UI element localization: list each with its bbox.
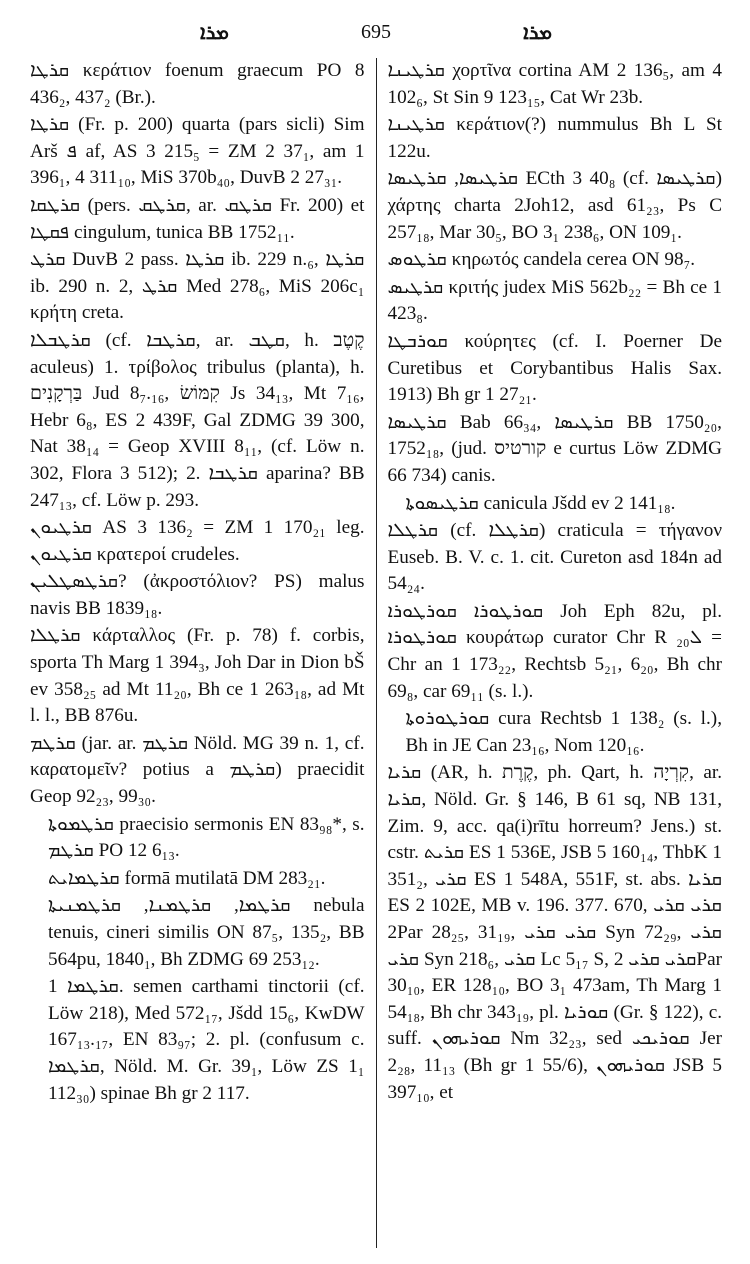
dictionary-entry: ܩܪܛܝܣܐ, ܩܪܛܝܣܐ ECth 3 40₈ (cf. ܩܪܛܝܣܐ) χάρτης charta 2Joh12, asd 61₂₃, Ps C 257₁₈, Mar 30₅, BO 3₁ 238₆, ON 109₁. xyxy=(387,168,722,243)
dictionary-entry: ܩܪܛܒܠܐ (cf. ܩܪܛܒܐ, ar. ܩܛܒ, h. קֶטֶב aculeus) 1. τρίβολος tribulus (planta), h. בַּרְקָנִים Jud 8₇.₁₆, קִמּוֹשׂ Js 34₁₃, Mt 7₁₆, Hebr 6₈, ES 2 439F, Gal ZDMG 39 300, Nat 38₁₄ = Geop XVIII 8₁₁, (cf. Löw n. 302, Flora 3 512); 2. ܩܪܛܒܐ aparina? BB 247₁₃, cf. Löw p. 293. xyxy=(30,329,365,511)
dictionary-entry: ܩܪܛܡܐ, ܩܪܛܡܢܐ, ܩܪܛܡܢܝܬܐ nebula tenuis, cineri similis ON 87₅, 135₂, BB 564pu, 1840₁, Bh ZDMG 69 253₁₂. xyxy=(48,895,365,970)
running-head xyxy=(30,18,722,48)
left-column xyxy=(30,58,376,1248)
dictionary-entry: ܩܪܛܘܣ κηρωτός candela cerea ON 98₇. xyxy=(387,249,696,271)
dictionary-entry: ܩܘܪܛܘܪܐ ܩܘܪܛܘܪܐ Joh Eph 82u, pl. ܩܘܪܛܘܪܐ κουράτωρ curator Chr R ܠ₂₀ = Chr an 1 173₂₂, Rechtsb 5₂₁, 6₂₀, Bh chr 69₈, car 69₁₁ (s. l.). xyxy=(387,600,723,702)
dictionary-entry: ܩܪܛܝܣܘܬܐ canicula Jšdd ev 2 141₁₈. xyxy=(405,492,676,514)
dictionary-entry: ܩܪܛ DuvB 2 pass. ܩܪܛܐ ib. 229 n.₆, ܩܪܛܐ ib. 290 n. 2, ܩܪܛ Med 278₆, MiS 206c₁ κρήτη creta. xyxy=(30,249,365,324)
dictionary-entry: ܩܪܛܐ κεράτιον foenum graecum PO 8 436₂, 437₂ (Br.). xyxy=(30,60,365,108)
dictionary-entry: ܩܪܛܡ (jar. ar. ܩܪܛܡ Nöld. MG 39 n. 1, cf. καρατομεῖν? potius a ܩܪܛܡ) praecidit Geop 92₂₃, 99₃₀. xyxy=(30,732,365,808)
running-head-right-word: ܡܪܐ xyxy=(523,22,552,44)
dictionary-entry: ܩܪܛܝܢܐ χορτῖνα cortina AM 2 136₅, am 4 102₆, St Sin 9 123₁₅, Cat Wr 23b. xyxy=(387,60,722,108)
right-column xyxy=(376,58,723,1248)
dictionary-entry: ܩܪܛܡܐܝܬ formā mutilatā DM 283₂₁. xyxy=(48,867,326,889)
dictionary-entry: ܩܪܛܠܐ (cf. ܩܪܛܠܐ) craticula = τήγανον Euseb. B. V. c. 1. cit. Cureton asd 184n ad 54₂₄. xyxy=(387,520,722,595)
dictionary-entry: ܩܘܪܛܘܪܘܬܐ cura Rechtsb 1 138₂ (s. l.), Bh in JE Can 23₁₆, Nom 120₁₆. xyxy=(405,708,722,756)
dictionary-entry: ܩܪܛܝܣܐ Bab 66₃₄, ܩܪܛܝܣܐ BB 1750₂₀, 1752₁₈, (jud. קורטיס e curtus Löw ZDMG 66 734) canis. xyxy=(387,411,723,486)
dictionary-entry: ܩܪܝܐ (AR, h. קֶרֶת, ph. Qart, h. קִרְיָה, ar. ܩܪܝܐ, Nöld. Gr. § 146, B 61 sq, NB 131, Zim. 9, acc. qa(i)rītu horreum? Jens.) st. cstr. ܩܪܝܬ ES 1 536E, JSB 5 160₁₄, ThbK 1 351₂, ܩܪܝ ES 1 548A, 551F, st. abs. ܩܪܝܐ ES 2 102E, MB v. 196. 377. 670, ܩܪܝ ܩܪܝ 2Par 28₂₅, 31₁₉, ܩܪܝ ܩܪܝ Syn 72₂₉, ܩܪܝ ܩܪܝ Syn 218₆, ܩܪܝ Lc 5₁₇ S, ܩܪܝ ܩܪܝ 2Par 30₁₀, ER 128₁₀, BO 3₁ 473am, Th Marg 1 54₁₈, Bh chr 343₁₉, pl. ܩܘܪܝܐ (Gr. § 122), c. suff. ܩܘܪܝܗܘܢ Nm 32₂₃, sed ܩܘܪܝܟܝ Jer 2₂₈, 11₁₃ (Bh gr 1 55/6), ܩܘܪܝܗܘܢ JSB 5 397₁₀, et xyxy=(387,762,723,1103)
dictionary-entry: ܩܪܛܡܘܬܐ praecisio sermonis EN 83₉₈*, s. ܩܪܛܡ PO 12 6₁₃. xyxy=(48,813,365,862)
running-head-left-word: ܡܪܐ xyxy=(200,22,229,44)
dictionary-entry: ܩܪܛܝܢܐ κεράτιον(?) nummulus Bh L St 122u. xyxy=(387,114,722,162)
dictionary-entry: ܩܪܛܡܐ 1. semen carthami tinctorii (cf. Löw 218), Med 572₁₇, Jšdd 15₆, KwDW 167₁₃.₁₇, EN 83₉₇; 2. pl. (confusum c. ܩܪܛܡܐ, Nöld. M. Gr. 39₁, Löw ZS 1₁ 112₃₀) spinae Bh gr 2 117. xyxy=(48,976,365,1104)
dictionary-entry: ܩܪܛܣܛܠܝܢ? (ἀκροστόλιον? PS) malus navis BB 1839₁₈. xyxy=(30,571,365,619)
dictionary-entry: ܩܪܛܝܘܢ AS 3 136₂ = ZM 1 170₂₁ leg. ܩܪܛܝܘܢ κρατεροί crudeles. xyxy=(30,517,365,565)
text-columns xyxy=(30,58,722,1248)
dictionary-entry: ܩܪܛܐ (Fr. p. 200) quarta (pars sicli) Sim Arš ܦ af, AS 3 215₅ = ZM 2 37₁, am 1 396₁, 4 311₁₀, MiS 370b₄₀, DuvB 2 27₃₁. xyxy=(30,114,365,189)
page-number: 695 xyxy=(361,21,391,43)
dictionary-entry: ܩܪܛܩܐ (pers. ܩܪܛܩ, ar. ܩܪܛܩ Fr. 200) et ܦܩܛܐ cingulum, tunica BB 1752₁₁. xyxy=(30,194,365,243)
dictionary-entry: ܩܪܛܠܐ κάρταλλος (Fr. p. 78) f. corbis, sporta Th Marg 1 394₃, Joh Dar in Dion bŠ ev 358₂₅ ad Mt 11₂₀, Bh ce 1 263₁₈, ad Mt l. l., BB 876u. xyxy=(30,625,365,727)
dictionary-entry: ܩܪܛܝܣ κριτής judex MiS 562b₂₂ = Bh ce 1 423₈. xyxy=(387,276,722,325)
dictionary-entry: ܩܘܪܒܛܐ κούρητες (cf. I. Poerner De Curetibus et Corybantibus Halis Sax. 1913) Bh gr 1 27₂₁. xyxy=(387,330,722,406)
